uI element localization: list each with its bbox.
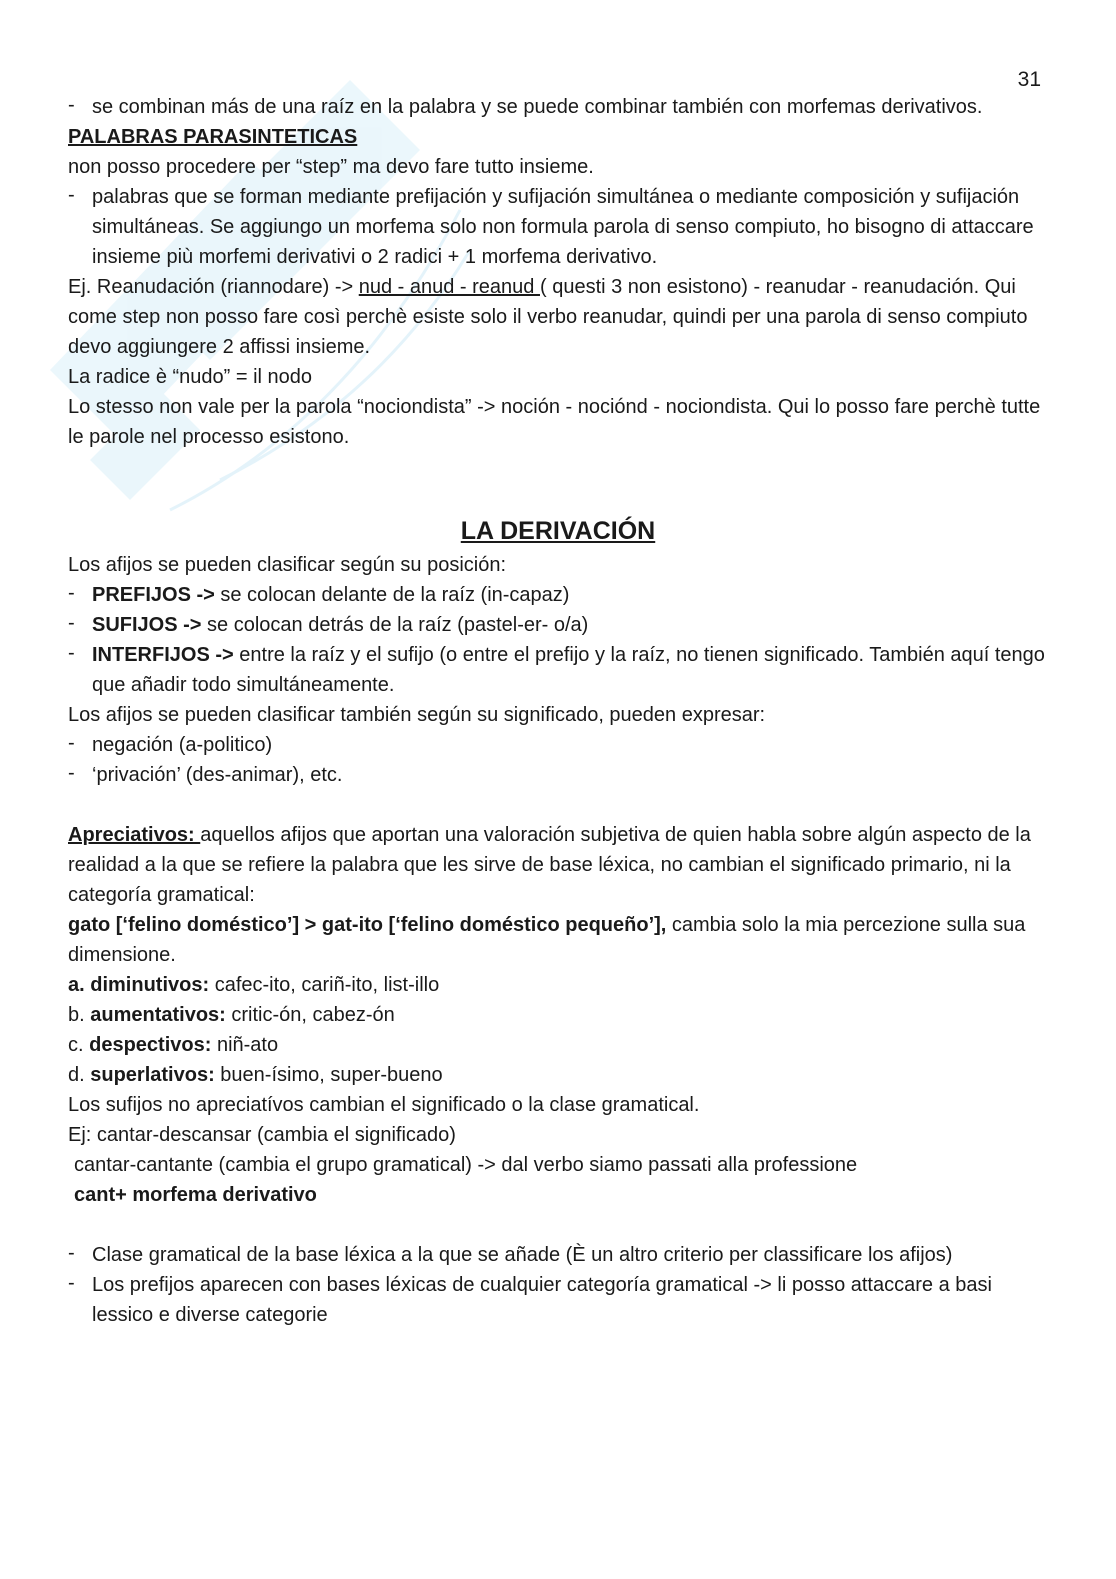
intro-significado: Los afijos se pueden clasificar también según su significado, pueden expresar:	[68, 704, 766, 726]
interfijos-label: INTERFIJOS ->	[92, 644, 234, 666]
page-number: 31	[1017, 68, 1041, 91]
item-d-label: superlativos:	[90, 1064, 215, 1086]
prefijos-text: se colocan delante de la raíz (in-capaz)	[214, 584, 570, 606]
line-radice: La radice è “nudo” = il nodo	[68, 366, 313, 388]
item-superlativos	[68, 1060, 1048, 1090]
apreciativos-example	[68, 910, 1048, 970]
spacer	[68, 790, 1048, 820]
item-b-prefix: b.	[68, 1004, 91, 1026]
example-reanudacion-prefix: Ej. Reanudación (riannodare) ->	[68, 276, 359, 298]
line-step: non posso procedere per “step” ma devo fare tutto insieme.	[68, 156, 594, 178]
sufijos-text: se colocan detrás de la raíz (pastel-er- o/a)	[201, 614, 589, 636]
item-despectivos	[68, 1030, 1048, 1060]
bullet-prefijos	[68, 580, 1048, 610]
bullet-interfijos	[68, 640, 1048, 700]
apreciativos-text: aquellos afijos que aportan una valoración subjetiva de quien habla sobre algún aspecto de la realidad a la que se refiere la palabra que les sirve de base léxica, no cambian el significado primario, ni la categoría gramatical:	[68, 824, 1031, 906]
bullet-prefijos-bases: - Los prefijos aparecen con bases léxicas de cualquier categoría gramatical -> li posso attaccare a basi lessico e diverse categorie	[68, 1270, 1048, 1330]
line-cant-morfema: cant+ morfema derivativo	[74, 1184, 317, 1206]
bullet-compound: - se combinan más de una raíz en la palabra y se puede combinar también con morfemas derivativos.	[68, 92, 1048, 122]
item-b-label: aumentativos:	[90, 1004, 226, 1026]
spacer	[68, 1210, 1048, 1240]
bullet-negacion: - negación (a-politico)	[68, 730, 1048, 760]
bullet-sufijos	[68, 610, 1048, 640]
item-d-text: buen-ísimo, super-bueno	[214, 1064, 443, 1086]
section-title-derivacion: LA DERIVACIÓN	[460, 517, 656, 545]
heading-palabras-parasinteticas: PALABRAS PARASINTETICAS	[68, 126, 358, 148]
apreciativos-example-rest: cambia solo la mia percezione sulla sua dimensione.	[68, 914, 1026, 966]
line-ej-descansar: Ej: cantar-descansar (cambia el significado)	[68, 1124, 456, 1146]
apreciativos-label: Apreciativos:	[68, 824, 201, 846]
item-aumentativos	[68, 1000, 1048, 1030]
bullet-parasinteticas: - palabras que se forman mediante prefijación y sufijación simultánea o mediante composición y sufijación simultáneas. Se aggiungo un morfema solo non formula parola di senso compiuto, ho bisogno di attaccare insieme più morfemi derivativi o 2 radici + 1 morfema derivativo.	[68, 182, 1048, 272]
item-diminutivos	[68, 970, 1048, 1000]
bullet-privacion: - ‘privación’ (des-animar), etc.	[68, 760, 1048, 790]
item-c-prefix: c.	[68, 1034, 90, 1056]
bullet-clase-gramatical: - Clase gramatical de la base léxica a la que se añade (È un altro criterio per classificare los afijos)	[68, 1240, 1048, 1270]
apreciativos-example-bold: gato [‘felino doméstico’] > gat-ito [‘felino doméstico pequeño’],	[68, 914, 667, 936]
item-d-prefix: d.	[68, 1064, 91, 1086]
item-a-text: cafec-ito, cariñ-ito, list-illo	[209, 974, 440, 996]
interfijos-text: entre la raíz y el sufijo (o entre el prefijo y la raíz, no tienen significado. También aquí tengo que añadir todo simultáneamente.	[92, 644, 1045, 696]
example-reanudacion-suffix: ( questi 3 non esistono) - reanudar - reanudación. Qui come step non posso fare così perchè esiste solo il verbo reanudar, quindi per una parola di senso compiuto devo aggiungere 2 affissi insieme.	[68, 276, 1028, 358]
intro-posicion: Los afijos se pueden clasificar según su posición:	[68, 554, 507, 576]
line-nociondista: Lo stesso non vale per la parola “nociondista” -> noción - nociónd - nociondista. Qui lo posso fare perchè tutte le parole nel processo esistono.	[68, 396, 1041, 448]
line-ej-cantante: cantar-cantante (cambia el grupo gramatical) -> dal verbo siamo passati alla professione	[74, 1154, 858, 1176]
example-reanudacion	[68, 272, 1048, 362]
example-reanudacion-underlined: nud - anud - reanud	[358, 276, 540, 298]
apreciativos-definition	[68, 820, 1048, 910]
page-content	[68, 92, 1048, 1330]
item-c-label: despectivos:	[89, 1034, 212, 1056]
item-a-label: diminutivos:	[90, 974, 210, 996]
item-c-text: niñ-ato	[211, 1034, 279, 1056]
prefijos-label: PREFIJOS ->	[92, 584, 215, 606]
item-a-prefix: a.	[68, 974, 91, 996]
line-no-apreciativos: Los sufijos no apreciatívos cambian el significado o la clase gramatical.	[68, 1094, 700, 1116]
sufijos-label: SUFIJOS ->	[92, 614, 202, 636]
item-b-text: critic-ón, cabez-ón	[225, 1004, 395, 1026]
